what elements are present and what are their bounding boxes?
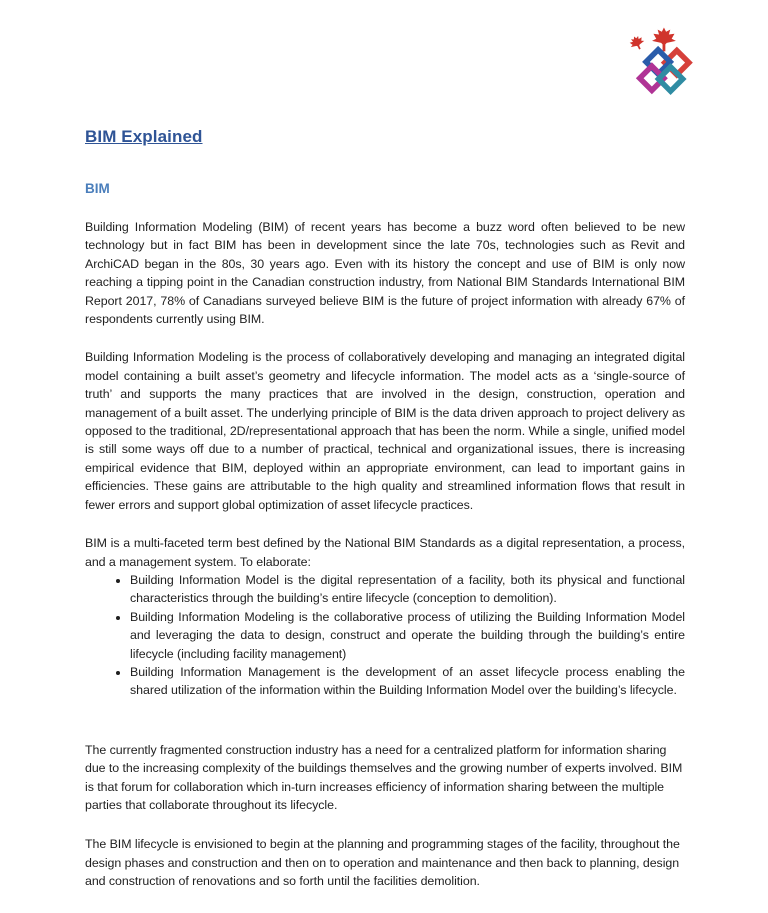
list-item-building-information-management: • Building Information Management is the development of an asset lifecycle process enabling the shared utilization of the information within the Building Information Model over the building’s lifecycle. [130,663,685,700]
paragraph-bim-definition-intro: BIM is a multi-faceted term best defined by the National BIM Standards as a digital representation, a process, and a management system. To elaborate: [85,536,685,569]
bim-definition-list [85,571,685,700]
paragraph-fragmented-industry: The currently fragmented construction industry has a need for a centralized platform for information sharing due to the increasing complexity of the buildings themselves and the growing number of experts involved. BIM is that forum for collaboration which in-turn increases efficiency of information sharing between the multiple parties that collaborate throughout its lifecycle. [85,742,683,812]
document-body [85,0,685,891]
list-item-building-information-model: • Building Information Model is the digital representation of a facility, both its physical and functional characteristics through the building’s entire lifecycle (conception to demolition). [130,571,685,608]
paragraph-bim-lifecycle: The BIM lifecycle is envisioned to begin at the planning and programming stages of the facility, throughout the design phases and construction and then on to operation and maintenance and then back to planning, design and construction of renovations and so forth until the facilities demolition. [85,837,680,889]
section-heading: BIM [85,181,110,196]
list-item-building-information-modeling: • Building Information Modeling is the collaborative process of utilizing the Building Information Model and leveraging the data to design, construct and operate the building through the building’s entire lifecycle (including facility management) [130,608,685,663]
page-title: BIM Explained [85,127,203,146]
paragraph-bim-buzzword: Building Information Modeling (BIM) of recent years has become a buzz word often believed to be new technology but in fact BIM has been in development since the late 70s, technologies such as Revit and ArchiCAD began in the 80s, 30 years ago. Even with its history the concept and use of BIM is only now reaching a tipping point in the Canadian construction industry, from National BIM Standards International BIM Report 2017, 78% of Canadians surveyed believe BIM is the future of project information with already 67% of respondents currently using BIM. [85,220,685,327]
paragraph-bim-process: Building Information Modeling is the process of collaboratively developing and managing an integrated digital model containing a built asset’s geometry and lifecycle information. The model acts as a ‘single-source of truth’ and supports the many practices that are involved in the design, construction, operation and management of a built asset. The underlying principle of BIM is the data driven approach to project delivery as opposed to the traditional, 2D/representational approach that has been the norm. While a single, unified model is still some ways off due to a number of practical, technical and organizational issues, there is increasing empirical evidence that BIM, deployed within an appropriate environment, can lead to important gains in efficiencies. These gains are attributable to the high quality and streamlined information flows that result in fewer errors and support global optimization of asset lifecycle practices. [85,350,685,512]
